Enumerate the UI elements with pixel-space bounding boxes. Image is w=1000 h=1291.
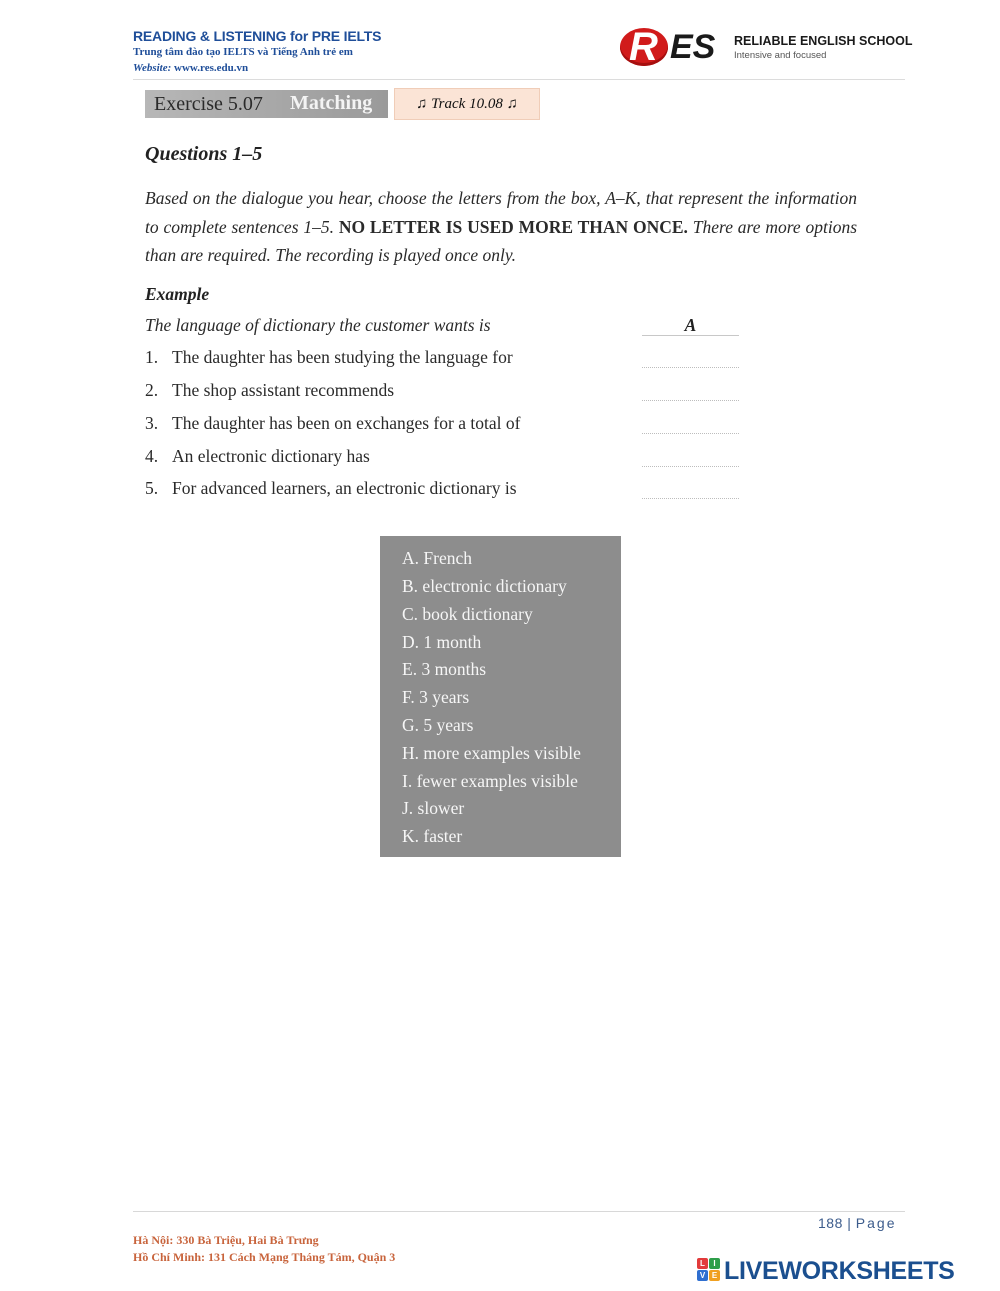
question-number: 2. (145, 380, 159, 400)
page-separator: | (842, 1215, 856, 1231)
liveworksheets-wordmark: LIVEWORKSHEETS (724, 1257, 955, 1285)
logo-square: E (709, 1270, 720, 1281)
question-number: 1. (145, 347, 159, 367)
example-heading: Example (145, 284, 210, 304)
question-row (145, 347, 745, 373)
logo-square: V (697, 1270, 708, 1281)
question-row (145, 380, 745, 406)
address-hcm: Hồ Chí Minh: 131 Cách Mạng Tháng Tám, Quận 3 (133, 1250, 396, 1264)
website-line (133, 62, 248, 74)
website-label: Website: (133, 62, 172, 74)
logo-square: L (697, 1258, 708, 1269)
answer-blank[interactable] (642, 400, 739, 401)
address-hanoi: Hà Nội: 330 Bà Triệu, Hai Bà Trưng (133, 1233, 319, 1247)
audio-track-badge[interactable]: ♫ Track 10.08 ♫ (394, 88, 540, 120)
option-item: A. French (402, 548, 472, 568)
logo-square: I (709, 1258, 720, 1269)
answer-blank[interactable] (642, 433, 739, 434)
page-word: Page (855, 1215, 897, 1231)
answer-blank[interactable] (642, 498, 739, 499)
option-item: F. 3 years (402, 687, 470, 707)
question-text: The shop assistant recommends (172, 380, 395, 400)
logo-letters-es: ES (670, 28, 716, 66)
exercise-type: Matching (290, 92, 373, 114)
question-number: 3. (145, 413, 159, 433)
question-row (145, 478, 745, 504)
options-box (380, 536, 621, 857)
option-item: H. more examples visible (402, 743, 581, 763)
logo-tagline: Intensive and focused (734, 50, 827, 61)
option-item: B. electronic dictionary (402, 576, 567, 596)
question-text: An electronic dictionary has (172, 446, 370, 466)
option-item: E. 3 months (402, 659, 487, 679)
question-number: 5. (145, 478, 159, 498)
answer-blank[interactable] (642, 466, 739, 467)
option-item: K. faster (402, 826, 463, 846)
logo-school-name: RELIABLE ENGLISH SCHOOL (734, 34, 913, 48)
question-row (145, 413, 745, 439)
option-item: I. fewer examples visible (402, 771, 578, 791)
question-text: The daughter has been on exchanges for a total of (172, 413, 521, 433)
liveworksheets-logo (697, 1256, 997, 1286)
question-row (145, 446, 745, 472)
question-number: 4. (145, 446, 159, 466)
logo-letter-r: R (629, 25, 658, 69)
example-sentence: The language of dictionary the customer wants is (145, 315, 491, 335)
questions-heading: Questions 1–5 (145, 143, 263, 165)
liveworksheets-icon (697, 1258, 721, 1282)
res-logo (620, 25, 913, 70)
page-number (818, 1215, 896, 1231)
school-subtitle: Trung tâm đào tạo IELTS và Tiếng Anh trẻ em (133, 46, 353, 58)
example-answer: A (642, 315, 739, 336)
option-item: G. 5 years (402, 715, 474, 735)
instructions-emphasis: NO LETTER IS USED MORE THAN ONCE. (338, 216, 688, 237)
option-item: C. book dictionary (402, 604, 533, 624)
answer-blank[interactable] (642, 367, 739, 368)
instructions-part2: There are more options than are required. The recording is played once only. (145, 216, 858, 265)
instructions-part1: Based on the dialogue you hear, choose the letters from the box, A–K, that represent the information to complete sentences 1–5. (145, 188, 857, 237)
option-item: J. slower (402, 798, 465, 818)
header-divider (133, 79, 905, 80)
website-url: www.res.edu.vn (174, 62, 249, 74)
page-number-value: 188 (818, 1215, 843, 1231)
instructions (145, 184, 857, 270)
question-text: For advanced learners, an electronic dictionary is (172, 478, 517, 498)
option-item: D. 1 month (402, 632, 482, 652)
exercise-label: Exercise 5.07 (154, 93, 263, 115)
document-title: READING & LISTENING for PRE IELTS (133, 28, 382, 44)
question-text: The daughter has been studying the language for (172, 347, 513, 367)
footer-divider (133, 1211, 905, 1212)
exercise-banner (145, 90, 388, 118)
logo-badge (620, 25, 668, 69)
